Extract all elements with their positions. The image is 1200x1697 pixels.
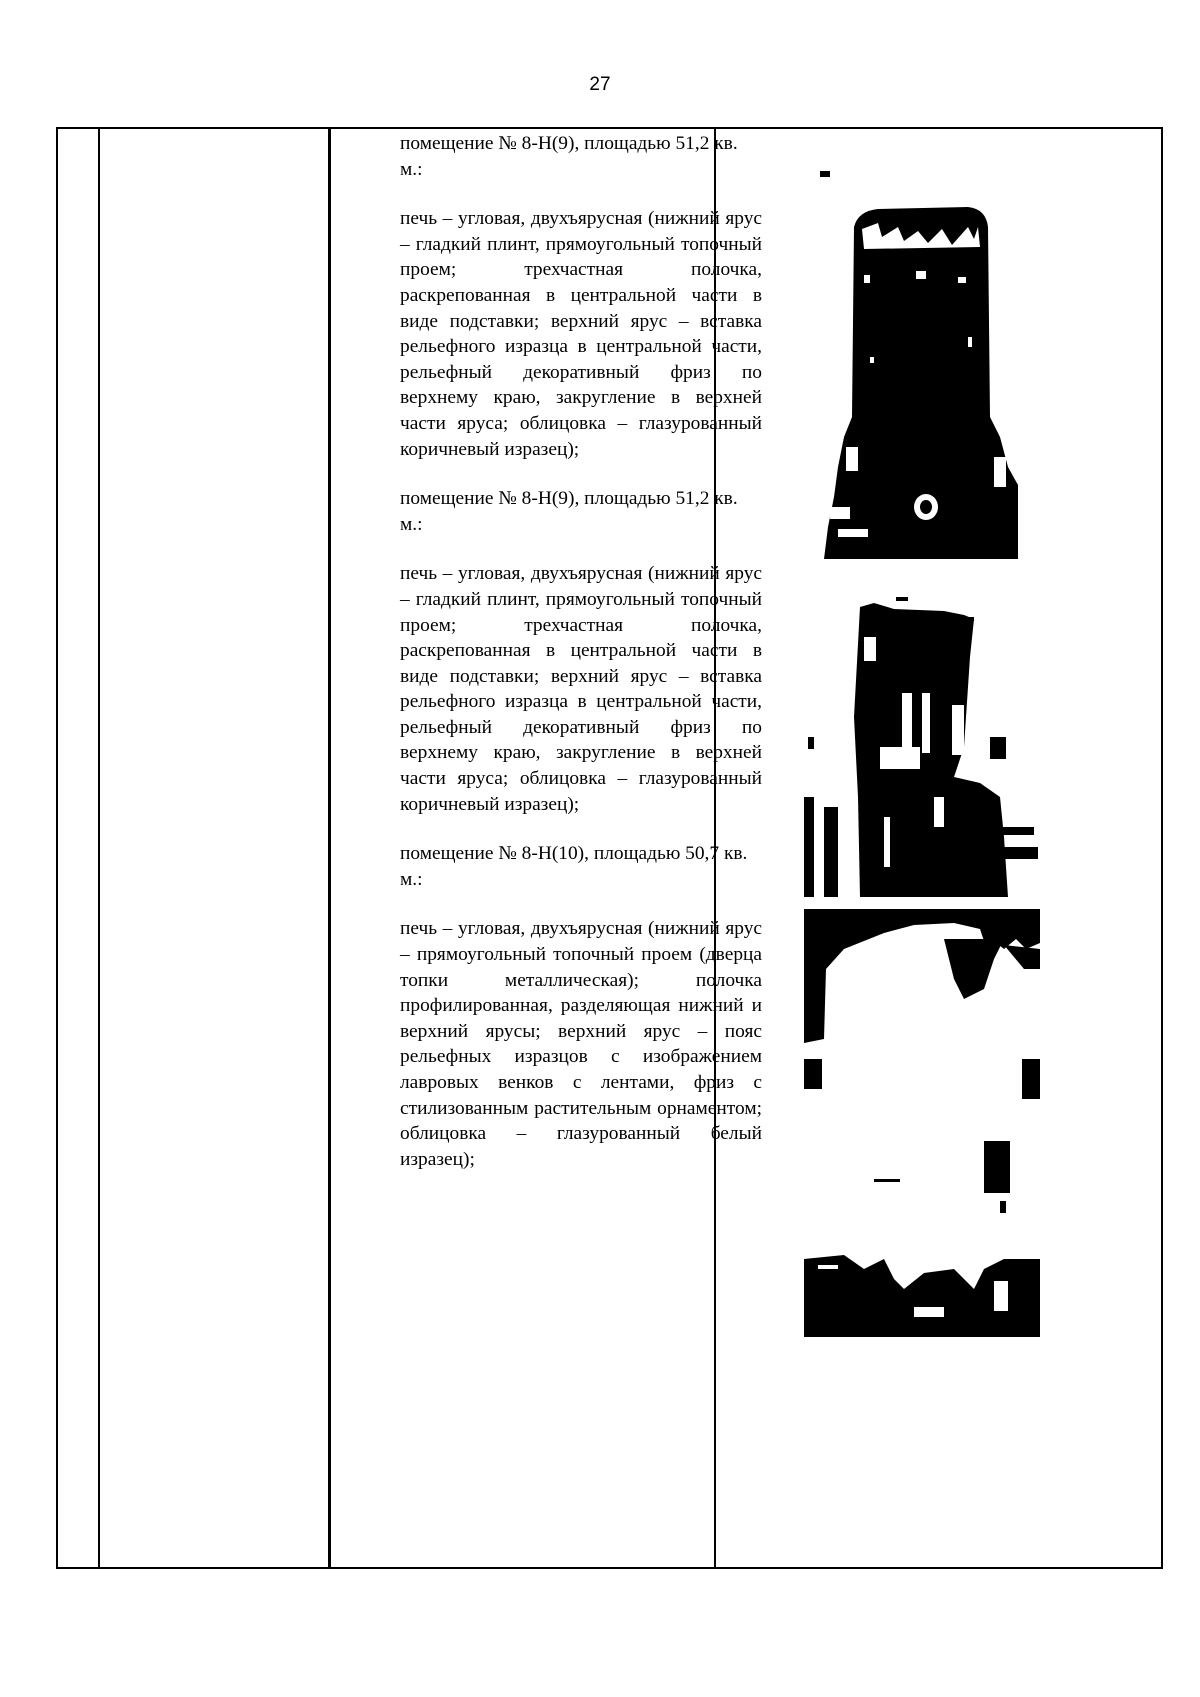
entry-description: печь – угловая, двухъярусная (нижний ярус – гладкий плинт, прямоугольный топочный проем; трехчастная полочка, раскрепованная в центральной части в виде подставки; верхний ярус – вставка рельефного изразца в центральной части, рельефный декоративный фриз по верхнему краю, закругление в верхней части яруса; облицовка – глазурованный коричневый изразец); xyxy=(400,563,762,815)
column-divider xyxy=(328,129,331,1567)
entry-description: печь – угловая, двухъярусная (нижний ярус – гладкий плинт, прямоугольный топочный проем; трехчастная полочка, раскрепованная в центральной части в виде подставки; верхний ярус – вставка рельефного изразца в центральной части, рельефный декоративный фриз по верхнему краю, закругление в верхней части яруса; облицовка – глазурованный коричневый изразец); xyxy=(400,208,762,460)
entry-heading: помещение № 8-Н(9), площадью 51,2 кв. м.: xyxy=(400,133,738,180)
description-column xyxy=(400,131,762,1172)
stove-photo-1 xyxy=(818,167,1063,567)
page-number: 27 xyxy=(589,74,611,95)
entry-heading: помещение № 8-Н(9), площадью 51,2 кв. м.: xyxy=(400,488,738,535)
object-table xyxy=(56,127,1163,1569)
entry-description: печь – угловая, двухъярусная (нижний ярус – прямоугольный топочный проем (дверца топки металлическая); полочка профилированная, разделяющая нижний и верхний ярусы; верхний ярус – пояс рельефных изразцов с изображением лавровых венков с лентами, фриз с стилизованным растительным орнаментом; облицовка – глазурованный белый изразец); xyxy=(400,918,762,1170)
stove-photo-3 xyxy=(804,909,1040,1337)
stove-photo-2 xyxy=(804,597,1040,899)
column-divider xyxy=(98,129,100,1567)
entry-heading: помещение № 8-Н(10), площадью 50,7 кв. м.: xyxy=(400,843,748,890)
